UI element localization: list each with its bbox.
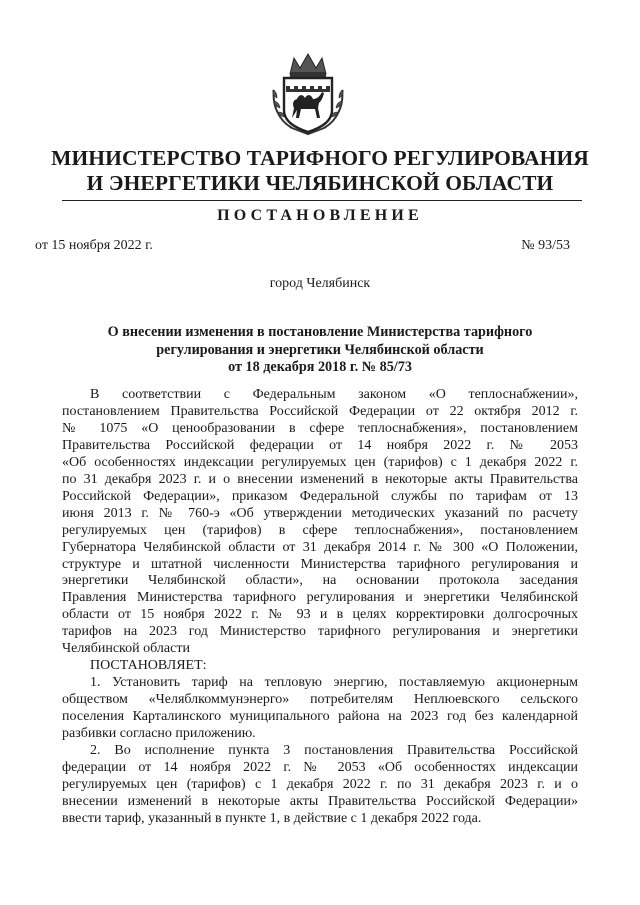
preamble-paragraph (62, 387, 578, 658)
decree-number: № 93/53 (521, 238, 570, 253)
decree-title-line1: О внесении изменения в постановление Министерства тарифного (107, 324, 533, 340)
preamble-line: «Об особенностях индексации регулируемых цен (тарифов) с 1 декабря 2022 г. (62, 454, 578, 470)
preamble-line: регулируемых цен (тарифов) в сфере теплоснабжения», постановлением (62, 522, 578, 538)
decree-type-heading: ПОСТАНОВЛЕНИЕ (217, 207, 423, 224)
preamble-line: Правления Министерства тарифного регулирования и энергетики Челябинской (62, 590, 578, 606)
preamble-line: № 1075 «О ценообразовании в сфере теплоснабжения», постановлением (62, 420, 578, 436)
preamble-line: В соответствии с Федеральным законом «О теплоснабжении», (90, 387, 578, 402)
item-2-line: внесении изменений в некоторые акты Правительства Российской Федерации» (62, 793, 578, 809)
item-1-line: разбивки согласно приложению. (62, 726, 256, 742)
decree-title-line3: от 18 декабря 2018 г. № 85/73 (228, 359, 412, 375)
chelyabinsk-coat-of-arms-emblem (268, 52, 348, 138)
ministry-name (0, 146, 640, 196)
item-1-line: поселения Карталинского муниципального района на 2023 год без календарной (62, 709, 578, 725)
preamble-line: постановлением Правительства Российской Федерации от 22 октября 2012 г. (62, 403, 578, 419)
ministry-name-line1: МИНИСТЕРСТВО ТАРИФНОГО РЕГУЛИРОВАНИЯ (51, 146, 589, 170)
item-2-line: федерации от 14 ноября 2022 г. № 2053 «Об особенностях индексации (62, 759, 578, 775)
item-1-line: обществом «Челяблкоммунэнерго» потребителям Неплюевского сельского (62, 692, 578, 708)
preamble-line: Челябинской области (62, 641, 190, 657)
preamble-line: структуре и штатной численности Министерства тарифного регулирования и (62, 556, 578, 572)
ministry-name-line2: И ЭНЕРГЕТИКИ ЧЕЛЯБИНСКОЙ ОБЛАСТИ (86, 171, 554, 195)
preamble-line: области от 15 ноября 2022 г. № 93 и в целях корректировки долгосрочных (62, 607, 578, 623)
header-divider (62, 200, 582, 201)
resolves-heading: ПОСТАНОВЛЯЕТ: (90, 658, 207, 674)
preamble-line: энергетики Челябинской области», на основании протокола заседания (62, 573, 578, 589)
item-1-line: 1. Установить тариф на тепловую энергию, поставляемую акционерным (90, 675, 578, 691)
preamble-line: Губернатора Челябинской области от 31 декабря 2014 г. № 300 «О Положении, (62, 539, 578, 555)
decree-city: город Челябинск (269, 276, 371, 291)
preamble-line: июня 2013 г. № 760-э «Об утверждении методических указаний по расчету (62, 505, 578, 521)
decree-date: от 15 ноября 2022 г. (35, 238, 153, 253)
decree-title-line2: регулирования и энергетики Челябинской области (156, 341, 484, 358)
item-2-paragraph (62, 743, 578, 828)
item-2-line: регулируемых цен (тарифов) с 1 декабря 2022 г. по 31 декабря 2023 г. и о (62, 776, 578, 792)
item-1-paragraph (62, 675, 578, 743)
preamble-line: Российской Федерации», приказом Федеральной службы по тарифам от 13 (62, 488, 578, 504)
item-2-line: ввести тариф, указанный в пункте 1, в действие с 1 декабря 2022 года. (62, 810, 482, 826)
preamble-line: тарифов на 2023 год Министерство тарифного регулирования и энергетики (62, 624, 578, 640)
decree-body (62, 387, 578, 828)
decree-title (0, 324, 640, 377)
preamble-line: по 31 декабря 2023 г. и о внесении изменений в некоторые акты Правительства (62, 471, 578, 487)
preamble-line: Правительства Российской федерации от 14 ноября 2022 г. № 2053 (62, 437, 578, 453)
item-2-line: 2. Во исполнение пункта 3 постановления Правительства Российской (90, 743, 578, 759)
